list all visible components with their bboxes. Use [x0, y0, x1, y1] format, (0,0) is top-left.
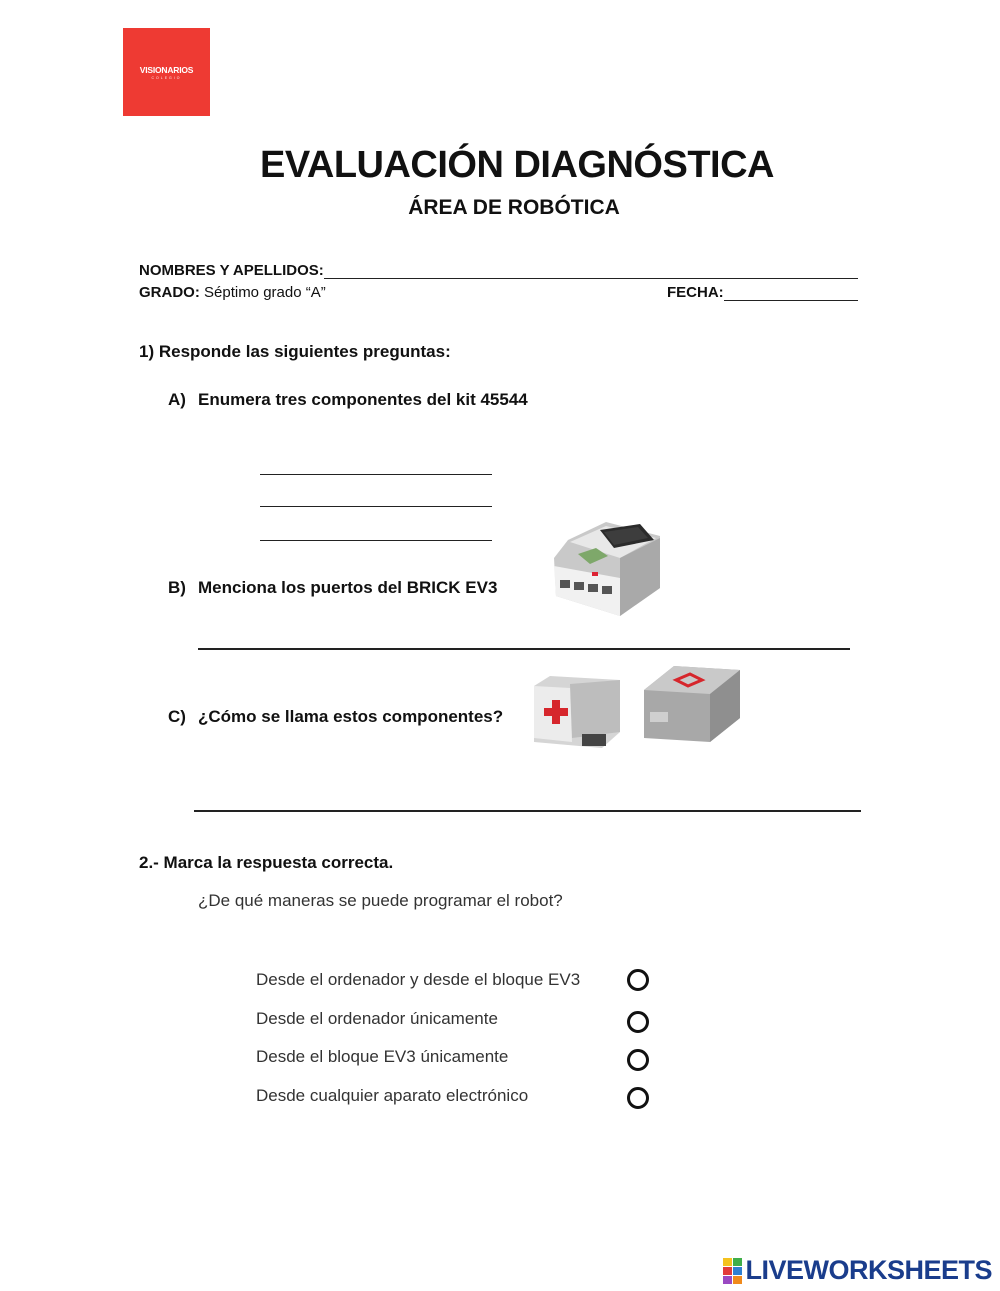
radio-option-4[interactable]: [627, 1087, 649, 1109]
option-label-2: Desde el ordenador únicamente: [256, 1009, 498, 1028]
question-a-text: Enumera tres componentes del kit 45544: [198, 390, 528, 409]
answer-line-b[interactable]: [198, 648, 850, 650]
answer-line-a2[interactable]: [260, 506, 492, 507]
page-title: EVALUACIÓN DIAGNÓSTICA: [260, 144, 774, 186]
liveworksheets-logo-icon: [723, 1258, 742, 1284]
question-c-letter: C): [168, 707, 186, 726]
date-label: FECHA:: [667, 284, 724, 301]
grade-value: Séptimo grado “A”: [204, 284, 326, 301]
liveworksheets-watermark: [723, 1255, 992, 1286]
touch-sensor-image: [530, 672, 624, 752]
question-a-letter: A): [168, 390, 186, 409]
radio-option-2[interactable]: [627, 1011, 649, 1033]
page-subtitle: ÁREA DE ROBÓTICA: [408, 196, 620, 219]
section2-question: ¿De qué maneras se puede programar el robot?: [198, 891, 563, 910]
date-answer-line[interactable]: [724, 300, 858, 301]
question-b-letter: B): [168, 578, 186, 597]
names-label: NOMBRES Y APELLIDOS:: [139, 262, 324, 279]
grade-label: GRADO:: [139, 284, 200, 301]
logo-brand: VISIONARIOS: [139, 64, 194, 75]
grade-row: [139, 284, 326, 301]
option-label-4: Desde cualquier aparato electrónico: [256, 1086, 529, 1105]
question-c-text: ¿Cómo se llama estos componentes?: [198, 707, 504, 726]
radio-option-1[interactable]: [627, 969, 649, 991]
motor-image: [640, 660, 744, 746]
answer-line-a3[interactable]: [260, 540, 492, 541]
option-label-3: Desde el bloque EV3 únicamente: [256, 1047, 509, 1066]
logo-sub: COLEGIO: [151, 75, 182, 80]
ev3-brick-image: [548, 518, 666, 618]
answer-line-c[interactable]: [194, 810, 861, 812]
question-b-text: Menciona los puertos del BRICK EV3: [198, 578, 498, 597]
section2-heading: 2.- Marca la respuesta correcta.: [139, 853, 394, 872]
names-answer-line[interactable]: [324, 278, 858, 279]
school-logo: [123, 28, 210, 116]
section1-heading: 1) Responde las siguientes preguntas:: [139, 342, 451, 361]
watermark-text: LIVEWORKSHEETS: [745, 1255, 992, 1285]
radio-option-3[interactable]: [627, 1049, 649, 1071]
option-label-1: Desde el ordenador y desde el bloque EV3: [256, 970, 581, 989]
answer-line-a1[interactable]: [260, 474, 492, 475]
